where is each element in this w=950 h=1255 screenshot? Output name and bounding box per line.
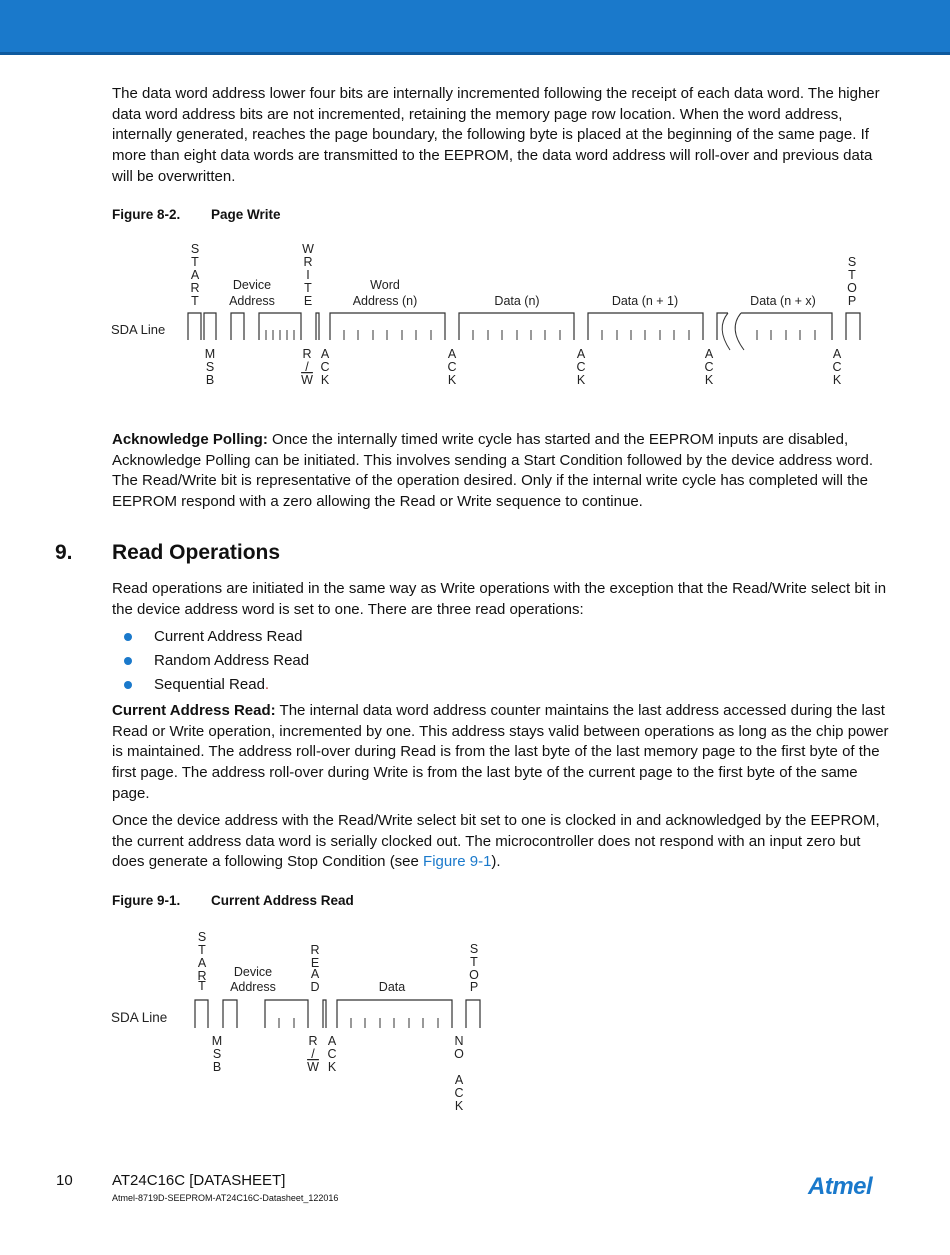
paragraph-current-address-read xyxy=(112,701,892,805)
ack-letter: A xyxy=(576,347,586,361)
atmel-logo: Atmel xyxy=(808,1173,873,1200)
figure-title: Page Write xyxy=(211,207,281,222)
ack-letter: A xyxy=(320,347,330,361)
list-item-label: Current Address Read xyxy=(154,628,303,645)
device-address-label: Address xyxy=(230,980,276,994)
stop-letter: O xyxy=(847,281,857,295)
clocked-out-text-end: ). xyxy=(491,853,501,871)
rw-letter: W xyxy=(301,373,313,387)
data-n-label: Data (n) xyxy=(494,294,540,308)
ack-polling-text: Once the internally timed write cycle has started and the EEPROM inputs are disabled, Acknowledge Polling can be initiated. This involves sending a Start Condition followed by the device address word. The Read/Write bit is representative of the operation desired. Only if the internal write cycle has completed will the EEPROM respond with a zero allowing the Read or Write sequence to continue. xyxy=(112,431,874,511)
start-letter: A xyxy=(197,956,207,970)
ack-letter: K xyxy=(704,373,714,387)
no-letter: O xyxy=(454,1047,464,1061)
write-letter: T xyxy=(304,281,312,295)
ack-letter: C xyxy=(576,360,586,374)
figure-number: Figure 8-2. xyxy=(112,207,181,222)
data-label: Data xyxy=(378,980,406,994)
rw-letter: W xyxy=(307,1060,319,1074)
list-item xyxy=(112,627,892,651)
data-nx-label: Data (n + x) xyxy=(750,294,816,308)
rw-letter: R xyxy=(308,1034,318,1048)
write-letter: I xyxy=(306,268,310,282)
figure-9-1-link[interactable]: Figure 9-1 xyxy=(423,853,492,871)
current-address-heading: Current Address Read: xyxy=(112,702,276,719)
stop-letter: T xyxy=(470,955,478,969)
start-letter: S xyxy=(197,930,207,944)
bullet-icon xyxy=(124,633,132,641)
stop-letter: O xyxy=(469,968,479,982)
ack-letter: C xyxy=(704,360,714,374)
read-operations-list xyxy=(112,627,892,699)
read-letter: E xyxy=(310,956,320,970)
device-address-label: Address xyxy=(229,294,275,308)
msb-letter: B xyxy=(212,1060,222,1074)
ack-polling-heading: Acknowledge Polling: xyxy=(112,431,268,448)
paragraph-page-boundary: The data word address lower four bits are internally incremented following the receipt of each data word. The higher data word address bits are not incremented, retaining the memory page row location. When the word address, internally generated, reaches the page boundary, the following byte is placed at the beginning of the same page. If more than eight data words are transmitted to the EEPROM, the data word address will roll-over and previous data will be overwritten. xyxy=(112,85,880,185)
start-letter: T xyxy=(198,979,206,993)
bullet-icon xyxy=(124,657,132,665)
paragraph-clocked-out xyxy=(112,811,892,873)
stop-letter: T xyxy=(848,268,856,282)
write-letter: W xyxy=(302,242,314,256)
clocked-out-text: Once the device address with the Read/Write select bit set to one is clocked in and acknowledged by the EEPROM, the current address data word is serially clocked out. The microcontroller does not respond with an input zero but does generate a following Stop Condition (see xyxy=(112,812,880,871)
current-address-text: The internal data word address counter maintains the last address accessed during the last Read or Write operation, incremented by one. This address stays valid between operations as long as the chip power is maintained. The address roll-over during Read is from the last byte of the last memory page to the first byte of the first page. The address roll-over during Write is from the last byte of the current page to the first byte of the same page. xyxy=(112,702,889,802)
start-letter: T xyxy=(198,943,206,957)
figure-title: Current Address Read xyxy=(211,893,354,908)
header-bar xyxy=(0,0,950,55)
msb-letter: M xyxy=(211,1034,223,1048)
rw-letter: / xyxy=(311,1047,315,1061)
start-letter: S xyxy=(190,242,200,256)
msb-letter: M xyxy=(204,347,216,361)
device-address-label: Device xyxy=(232,278,272,292)
list-item-label: Random Address Read xyxy=(154,652,310,669)
ack-letter: K xyxy=(447,373,457,387)
list-item xyxy=(112,675,892,699)
read-letter: A xyxy=(310,967,320,981)
data-n1-label: Data (n + 1) xyxy=(611,294,679,308)
ack-letter: K xyxy=(320,373,330,387)
figure-number: Figure 9-1. xyxy=(112,893,181,908)
list-item-label: Sequential Read xyxy=(154,676,265,693)
figure-8-2-caption xyxy=(112,207,281,222)
ack-letter: K xyxy=(327,1060,337,1074)
msb-letter: B xyxy=(205,373,215,387)
paragraph-ack-polling xyxy=(112,430,892,513)
stop-letter: P xyxy=(469,980,479,994)
ack-letter: K xyxy=(576,373,586,387)
ack-letter: C xyxy=(327,1047,337,1061)
paragraph-read-intro: Read operations are initiated in the same way as Write operations with the exception that the Read/Write select bit in the device address word is set to one. There are three read operations: xyxy=(112,580,887,618)
start-letter: R xyxy=(197,969,207,983)
ack-letter: A xyxy=(447,347,457,361)
section-title: Read Operations xyxy=(112,541,281,564)
no-letter: N xyxy=(454,1034,464,1048)
current-address-read-diagram xyxy=(0,928,950,1118)
start-letter: T xyxy=(191,294,199,308)
stop-letter: S xyxy=(469,942,479,956)
ack-letter: C xyxy=(320,360,330,374)
footer-title: AT24C16C [DATASHEET] xyxy=(112,1172,286,1189)
section-number: 9. xyxy=(55,541,73,564)
stop-letter: S xyxy=(847,255,857,269)
footer-doc-id: Atmel-8719D-SEEPROM-AT24C16C-Datasheet_122016 xyxy=(112,1193,339,1203)
ack-letter: C xyxy=(454,1086,464,1100)
ack-letter: A xyxy=(832,347,842,361)
bullet-icon xyxy=(124,681,132,689)
list-item-period: . xyxy=(264,676,270,693)
device-address-label: Device xyxy=(233,965,273,979)
write-letter: E xyxy=(303,294,313,308)
read-letter: D xyxy=(310,980,320,994)
word-address-label: Address (n) xyxy=(352,294,418,308)
read-letter: R xyxy=(310,943,320,957)
sda-line-label: SDA Line xyxy=(111,322,166,337)
word-address-label: Word xyxy=(370,278,400,292)
ack-letter: A xyxy=(454,1073,464,1087)
start-letter: T xyxy=(191,255,199,269)
rw-letter: / xyxy=(305,360,309,374)
page-number: 10 xyxy=(56,1172,73,1189)
write-letter: R xyxy=(303,255,313,269)
ack-letter: A xyxy=(327,1034,337,1048)
ack-letter: K xyxy=(454,1099,464,1113)
page-write-diagram xyxy=(0,240,950,390)
msb-letter: S xyxy=(212,1047,222,1061)
ack-letter: C xyxy=(832,360,842,374)
figure-9-1-caption xyxy=(112,893,354,908)
start-letter: R xyxy=(190,281,200,295)
ack-letter: C xyxy=(447,360,457,374)
ack-letter: K xyxy=(832,373,842,387)
rw-letter: R xyxy=(302,347,312,361)
list-item xyxy=(112,651,892,675)
sda-line-label: SDA Line xyxy=(111,1010,168,1025)
stop-letter: P xyxy=(847,294,857,308)
start-letter: A xyxy=(190,268,200,282)
ack-letter: A xyxy=(704,347,714,361)
msb-letter: S xyxy=(205,360,215,374)
